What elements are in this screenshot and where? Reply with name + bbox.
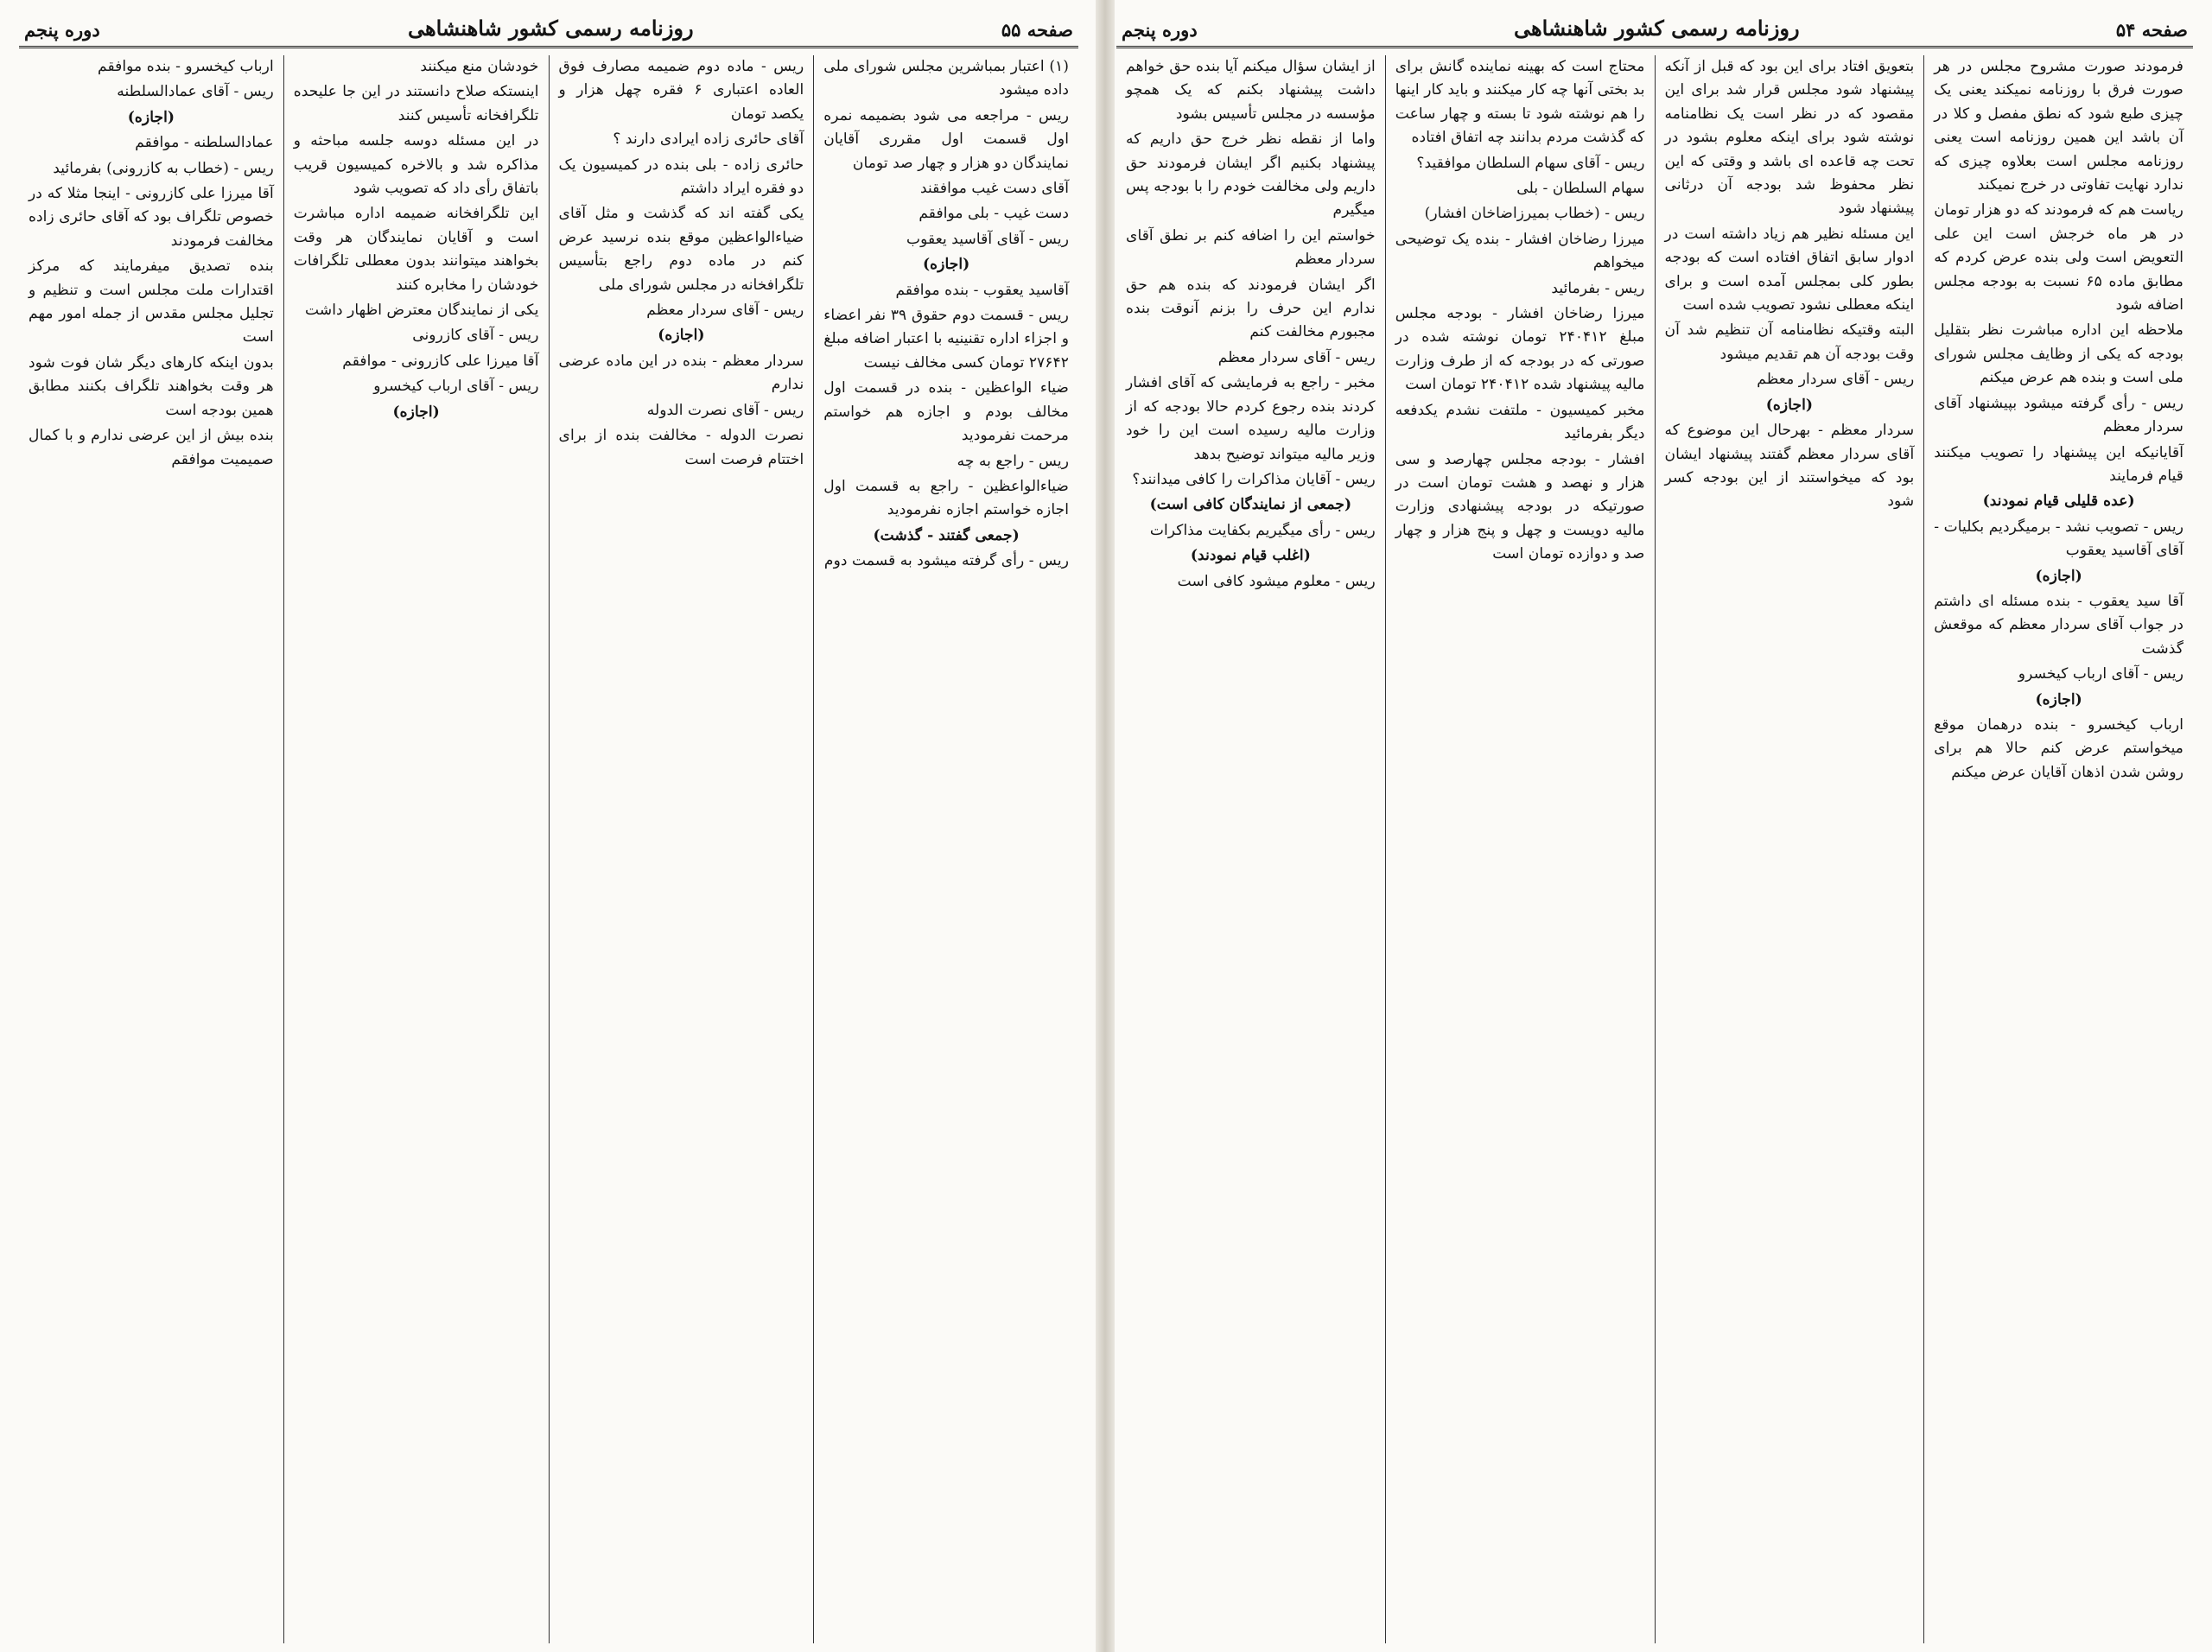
paragraph: (اجازه) [658, 327, 705, 345]
paragraph: این تلگرافخانه ضمیمه اداره مباشرت است و آقایان نمایندگان هر وقت بخواهند میتوانند بدون معطلی تلگرافات خودشان را مخابره کنند [293, 205, 539, 294]
paragraph: ملاحظه این اداره مباشرت نظر بتقلیل بودجه که یکی از وظایف مجلس شورای ملی است و بنده هم عرض میکنم [1934, 321, 2183, 387]
paragraph: ریس - رأی گرفته میشود بپیشنهاد آقای سردار معظم [1934, 394, 2183, 436]
paragraph: بدون اینکه کارهای دیگر شان فوت شود هر وقت بخواهند تلگراف بکنند مطابق همین بودجه است [29, 353, 274, 419]
paragraph: (اجازه) [1765, 396, 1813, 414]
page-gutter [1096, 0, 1115, 1652]
paragraph: ریس - آقای سهام السلطان موافقید؟ [1416, 154, 1645, 172]
paragraph: (۱) اعتبار بمباشرین مجلس شورای ملی داده میشود [823, 58, 1069, 99]
paragraph: یکی از نمایندگان معترض اظهار داشت [304, 302, 539, 320]
paragraph: بنده تصدیق میفرمایند که مرکز اقتدارات ملت مجلس است و تنظیم و تجلیل مجلس مقدس از جمله امور مهم است [29, 257, 274, 346]
paragraph: (اغلب قیام نمودند) [1190, 547, 1311, 565]
paragraph: ریس - معلوم میشود کافی است [1177, 572, 1376, 590]
paragraph: ریس - ماده دوم ضمیمه مصارف فوق العاده اعتباری ۶ فقره چهل هزار و یکصد تومان [558, 58, 804, 123]
column [284, 55, 550, 1643]
paragraph: (اجازه) [2035, 690, 2082, 708]
paragraph: ریس - رأی میگیریم بکفایت مذاکرات [1149, 521, 1376, 539]
paragraph: ریس - آقای کازرونی [412, 327, 539, 345]
page-number: صفحه ۵۵ [1001, 19, 1073, 41]
column [1386, 55, 1656, 1643]
paragraph: آقا سید یعقوب - بنده مسئله ای داشتم در جواب آقای سردار معظم که موقعش گذشت [1934, 592, 2183, 658]
paragraph: (جمعی گفتند - گذشت) [873, 526, 1020, 544]
paragraph: (اجازه) [923, 256, 970, 274]
paragraph: ریس - آقایان مذاکرات را کافی میدانند؟ [1132, 470, 1376, 488]
paragraph: ریس - آقای ارباب کیخسرو [373, 378, 539, 396]
paragraph: از ایشان سؤال میکنم آیا بنده حق خواهم داشت پیشنهاد بکنم که یک همچو مؤسسه در مجلس تأسیس بشود [1126, 58, 1376, 123]
paragraph: عمادالسلطنه - موافقم [135, 134, 274, 152]
column [1924, 55, 2193, 1643]
paragraph: ارباب کیخسرو - بنده موافقم [98, 58, 274, 75]
paragraph: ریس - رأی گرفته میشود به قسمت دوم [823, 552, 1069, 570]
paragraph: آقاسید یعقوب - بنده موافقم [895, 281, 1069, 299]
term-label: دوره پنجم [1122, 19, 1198, 41]
paragraph: ارباب کیخسرو - بنده درهمان موقع میخواستم عرض کنم حالا هم برای روشن شدن اذهان آقایان عرض میکنم [1934, 715, 2183, 781]
paragraph: آقای حائری زاده ایرادی دارند ؟ [613, 130, 804, 149]
paragraph: حائری زاده - بلی بنده در کمیسیون یک دو فقره ایراد داشتم [558, 156, 804, 198]
right-page [1097, 0, 2212, 1652]
paragraph: ریس - آقای ارباب کیخسرو [2018, 665, 2183, 683]
paragraph: ریس - آقای سردار معظم [1757, 371, 1915, 389]
paragraph: ریس - راجع به چه [957, 452, 1069, 470]
column [19, 55, 284, 1643]
left-page [0, 0, 1097, 1652]
paragraph: ریس - آقای عمادالسلطنه [117, 83, 274, 101]
right-page-columns [1116, 55, 2193, 1643]
paragraph: سردار معظم - بنده در این ماده عرضی ندارم [558, 352, 804, 394]
paragraph: بنده بیش از این عرضی ندارم و با کمال صمیمیت موافقم [29, 427, 274, 468]
paragraph: ریاست هم که فرمودند که دو هزار تومان در هر ماه خرجش است این علی التعویض است ولی بنده عرض کردم که مطابق ماده ۶۵ نسبت به بودجه مجلس اضافه شود [1934, 201, 2183, 315]
paragraph: ریس - آقای سردار معظم [1217, 348, 1376, 366]
left-page-header [19, 12, 1078, 48]
paragraph: آقا میرزا علی کازرونی - اینجا مثلا که در خصوص تلگراف بود که آقای حائری زاده مخالفت فرمودند [29, 185, 274, 250]
paragraph: دست غیب - بلی موافقم [918, 205, 1069, 223]
left-page-columns [19, 55, 1078, 1643]
paragraph: یکی گفته اند که گذشت و مثل آقای ضیاءالواعظین موقع بنده نرسید عرض کنم در ماده دوم راجع بتأسیس تلگرافخانه در مجلس شورای ملی [558, 205, 804, 294]
paragraph: ریس - بفرمائید [1551, 279, 1645, 297]
paragraph: ریس - مراجعه می شود بضمیمه نمره اول قسمت اول مقرری آقایان نمایندگان دو هزار و چهار صد تومان [823, 106, 1069, 172]
paragraph: این مسئله نظیر هم زیاد داشته است در ادوار سابق اتفاق افتاده است که بودجه بطور کلی بمجلس آمده است و برای اینکه معطلی نشود تصویب شده است [1664, 225, 1915, 315]
paragraph: واما از نقطه نظر خرج حق داریم که پیشنهاد بکنیم اگر ایشان فرمودند حق داریم ولی مخالفت خودم را با بودجه پس میگیرم [1126, 130, 1376, 219]
paragraph: (اجازه) [127, 108, 175, 126]
right-page-header [1116, 12, 2193, 48]
term-label: دوره پنجم [24, 19, 100, 41]
paragraph: میرزا رضاخان افشار - بنده یک توضیحی میخواهم [1395, 230, 1645, 272]
paragraph: سهام السلطان - بلی [1516, 180, 1645, 198]
paragraph: آقای دست غیب موافقند [919, 180, 1069, 198]
paragraph: آقا میرزا علی کازرونی - موافقم [342, 352, 539, 370]
paragraph: اینستکه صلاح دانستند در این جا علیحده تلگرافخانه تأسیس کنند [293, 83, 539, 124]
newspaper-title: روزنامه رسمی کشور شاهنشاهی [1513, 16, 1800, 41]
paragraph: ریس - قسمت دوم حقوق ۳۹ نفر اعضاء و اجزاء اداره تقنینیه با اعتبار اضافه مبلغ ۲۷۶۴۲ تومان کسی مخالف نیست [823, 307, 1069, 372]
column [1656, 55, 1925, 1643]
paragraph: (اجازه) [392, 403, 440, 421]
paragraph: (جمعی از نمایندگان کافی است) [1149, 496, 1352, 514]
paragraph: ریس - آقای نصرت الدوله [646, 401, 804, 419]
paragraph: خواستم این را اضافه کنم بر نطق آقای سردار معظم [1126, 226, 1376, 269]
paragraph: محتاج است که بهینه نماینده گانش برای بد بختی آنها چه کار میکنند و باید کار اینها را هم نوشته شود تا بسته و چهار ساعت که گذشت مردم بدانند چه اتفاق افتاده [1395, 58, 1645, 147]
paragraph: سردار معظم - بهرحال این موضوع که آقای سردار معظم گفتند پیشنهاد ایشان بود که میخواستند از این بودجه کسر شود [1664, 422, 1915, 511]
paragraph: مخبر - راجع به فرمایشی که آقای افشار کردند بنده رجوع کردم حالا بودجه که از وزارت مالیه رسیده است این را خود وزیر مالیه میتواند توضیح بدهد [1126, 374, 1376, 463]
paragraph: ضیاءالواعظین - راجع به قسمت اول اجازه خواستم اجازه نفرمودید [823, 477, 1069, 519]
paragraph: ریس - تصویب نشد - برمیگردیم بکلیات - آقای آقاسید یعقوب [1934, 518, 2183, 560]
paragraph: ریس - آقای سردار معظم [646, 302, 804, 320]
paragraph: البته وقتیکه نظامنامه آن تنظیم شد آن وقت بودجه آن هم تقدیم میشود [1664, 321, 1915, 363]
column [550, 55, 815, 1643]
page-number: صفحه ۵۴ [2115, 19, 2188, 41]
paragraph: اگر ایشان فرمودند که بنده هم حق ندارم این حرف را بزنم آنوقت بنده مجبورم مخالفت کنم [1126, 276, 1376, 341]
column [814, 55, 1078, 1643]
paragraph: نصرت الدوله - مخالفت بنده از برای اختتام فرصت است [558, 427, 804, 468]
column [1116, 55, 1386, 1643]
newspaper-title: روزنامه رسمی کشور شاهنشاهی [407, 16, 694, 41]
paragraph: (اجازه) [2035, 567, 2082, 585]
paragraph: ریس - آقای آقاسید یعقوب [906, 230, 1069, 248]
paragraph: (عده قلیلی قیام نمودند) [1982, 492, 2135, 511]
paragraph: افشار - بودجه مجلس چهارصد و سی هزار و نهصد و هشت تومان است در صورتیکه در بودجه پیشنهادی وزارت مالیه دویست و چهل و پنج هزار و چهار صد و دوازده تومان است [1395, 450, 1645, 563]
paragraph: در این مسئله دوسه جلسه مباحثه و مذاکره شد و بالاخره کمیسیون قریب باتفاق رأی داد که تصویب شود [293, 132, 539, 198]
paragraph: ضیاء الواعظین - بنده در قسمت اول مخالف بودم و اجازه هم خواستم مرحمت نفرمودید [823, 379, 1069, 445]
paragraph: مخبر کمیسیون - ملتفت نشدم یکدفعه دیگر بفرمائید [1395, 401, 1645, 443]
paragraph: میرزا رضاخان افشار - بودجه مجلس مبلغ ۲۴۰۴۱۲ تومان نوشته شده در صورتی که در بودجه که از طرف وزارت مالیه پیشنهاد شده ۲۴۰۴۱۲ تومان است [1395, 305, 1645, 394]
paragraph: ریس - (خطاب به کازرونی) بفرمائید [53, 159, 274, 177]
paragraph: آقایانیکه این پیشنهاد را تصویب میکنند قیام فرمایند [1934, 443, 2183, 485]
paragraph: خودشان منع میکنند [420, 58, 539, 75]
paragraph: ریس - (خطاب بمیرزاضاخان افشار) [1424, 205, 1645, 223]
paragraph: فرمودند صورت مشروح مجلس در هر صورت فرق با روزنامه نمیکند یعنی یک چیزی طبع شود که نطق مفصل و کلا در آن باشد این همین روزنامه است یعنی روزنامه مجلس است بعلاوه چیزی که ندارد نهایت تفاوتی در خرج نمیکند [1934, 58, 2183, 194]
paragraph: بتعویق افتاد برای این بود که قبل از آنکه پیشنهاد شود مجلس قرار شد برای این مقصود که در نظر است یک نظامنامه نوشته شود برای اینکه معلوم بشود در تحت چه قاعده ای باشد و وقتی که این نظر محفوظ شد بودجه آن درثانی پیشنهاد شود [1664, 58, 1915, 218]
